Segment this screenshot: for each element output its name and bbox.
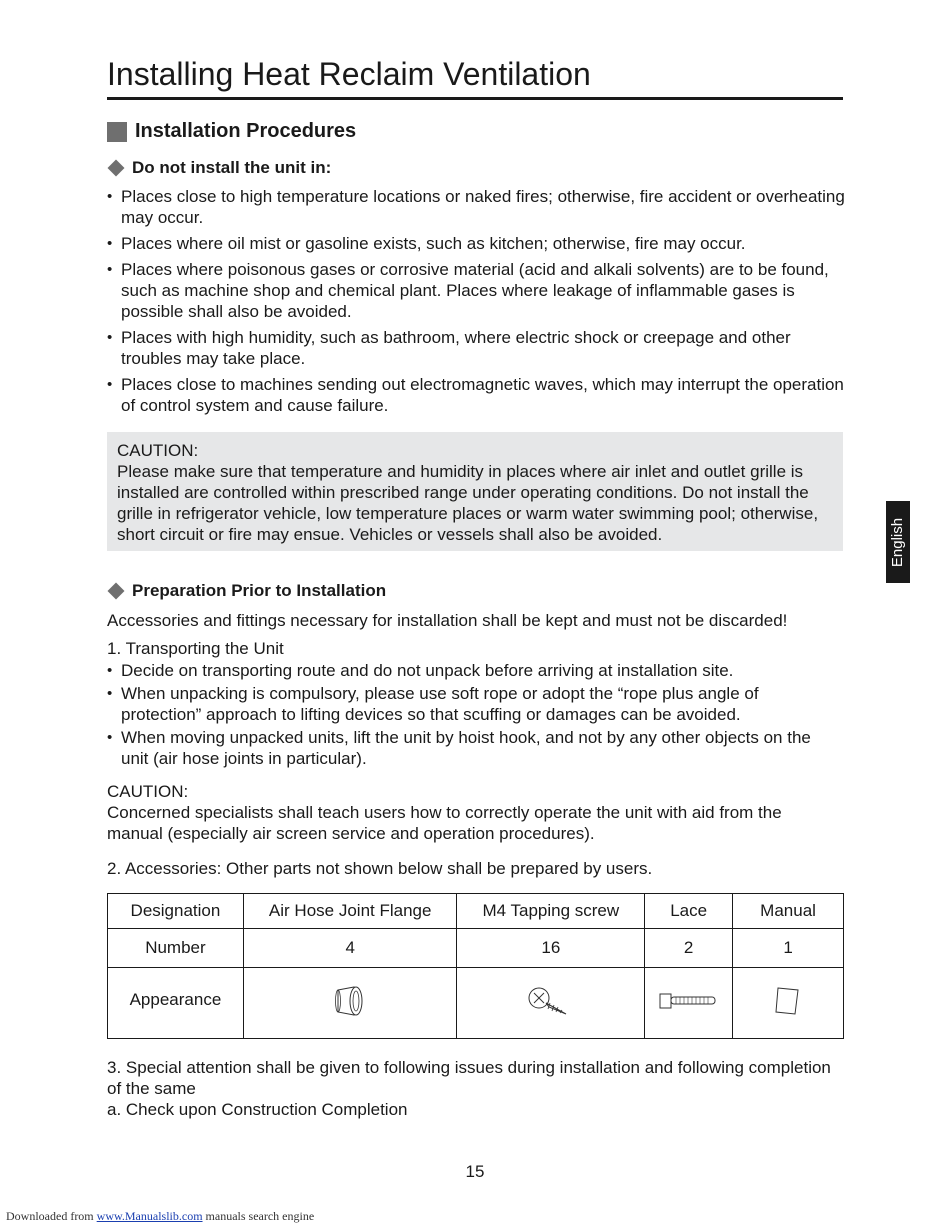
flange-icon <box>332 984 368 1018</box>
appearance-cell <box>733 968 844 1039</box>
section-heading <box>107 120 356 143</box>
footer-prefix: Downloaded from <box>6 1209 94 1223</box>
page-title: Installing Heat Reclaim Ventilation <box>107 56 591 92</box>
row-label-designation: Designation <box>108 894 244 929</box>
page-number: 15 <box>465 1162 485 1181</box>
list-item: • When unpacking is compulsory, please use soft rope or adopt the “rope plus angle of protection” approach to lifting devices so that scuffing or damages can be avoided. <box>107 683 837 725</box>
language-tab-label: English <box>889 517 907 567</box>
screw-icon <box>526 983 576 1019</box>
list-item: • Places where oil mist or gasoline exists, such as kitchen; otherwise, fire may occur. <box>107 233 847 254</box>
list-item: • When moving unpacked units, lift the unit by hoist hook, and not by any other objects on the unit (air hose joints in particular). <box>107 727 837 769</box>
appearance-cell <box>645 968 733 1039</box>
designation-cell: Lace <box>645 894 733 929</box>
table-row <box>108 894 844 929</box>
appearance-cell <box>243 968 457 1039</box>
designation-cell: M4 Tapping screw <box>457 894 645 929</box>
transport-list <box>107 660 837 774</box>
list-item: • Places where poisonous gases or corrosive material (acid and alkali solvents) are to be found, such as machine shop and chemical plant. Places where leakage of inflammable gases is possible shall also be avoided. <box>107 259 847 322</box>
designation-cell: Air Hose Joint Flange <box>243 894 457 929</box>
number-cell: 2 <box>645 929 733 968</box>
caution-box <box>107 432 843 551</box>
footer <box>6 1209 314 1224</box>
caution-label: CAUTION: <box>117 441 199 460</box>
step3-title: 3. Special attention shall be given to following issues during installation and following completion of the same <box>107 1058 831 1098</box>
caution-label-2: CAUTION: <box>107 782 189 801</box>
appearance-cell <box>457 968 645 1039</box>
table-row <box>108 929 844 968</box>
preparation-intro: Accessories and fittings necessary for installation shall be kept and must not be discarded! <box>107 611 788 630</box>
title-rule <box>107 97 843 100</box>
lace-icon <box>658 990 720 1012</box>
number-cell: 1 <box>733 929 844 968</box>
footer-suffix: manuals search engine <box>205 1209 315 1223</box>
list-item: • Decide on transporting route and do not unpack before arriving at installation site. <box>107 660 837 681</box>
do-not-install-heading <box>107 158 331 178</box>
caution-text: Please make sure that temperature and humidity in places where air inlet and outlet grille is installed are controlled within prescribed range under operating conditions. Do not install the grille in refrigerator vehicle, low temperature places or warm water swimming pool; otherwise, short circuit or fire may ensue. Vehicles or vessels shall also be avoided. <box>117 462 819 544</box>
row-label-number: Number <box>108 929 244 968</box>
footer-link[interactable]: www.Manualslib.com <box>96 1209 203 1223</box>
language-tab[interactable] <box>886 501 910 583</box>
preparation-heading-text: Preparation Prior to Installation <box>132 581 387 600</box>
preparation-heading <box>107 581 386 601</box>
row-label-appearance: Appearance <box>108 968 244 1039</box>
accessories-table <box>107 893 844 1039</box>
list-item: • Places close to high temperature locations or naked fires; otherwise, fire accident or overheating may occur. <box>107 186 847 228</box>
step1-title: 1. Transporting the Unit <box>107 639 284 658</box>
designation-cell: Manual <box>733 894 844 929</box>
number-cell: 4 <box>243 929 457 968</box>
step3a-title: a. Check upon Construction Completion <box>107 1100 408 1119</box>
section-square-icon <box>107 122 127 142</box>
manual-icon <box>773 985 803 1017</box>
caution-text-2: Concerned specialists shall teach users how to correctly operate the unit with aid from the manual (especially air screen service and operation procedures). <box>107 803 782 843</box>
diamond-bullet-icon <box>108 160 125 177</box>
do-not-install-heading-text: Do not install the unit in: <box>132 158 332 177</box>
do-not-install-list <box>107 186 847 421</box>
list-item: • Places close to machines sending out electromagnetic waves, which may interrupt the operation of control system and cause failure. <box>107 374 847 416</box>
step2-title: 2. Accessories: Other parts not shown below shall be prepared by users. <box>107 859 653 878</box>
number-cell: 16 <box>457 929 645 968</box>
diamond-bullet-icon <box>108 583 125 600</box>
section-title: Installation Procedures <box>135 120 357 142</box>
list-item: • Places with high humidity, such as bathroom, where electric shock or creepage and other troubles may take place. <box>107 327 847 369</box>
table-row <box>108 968 844 1039</box>
